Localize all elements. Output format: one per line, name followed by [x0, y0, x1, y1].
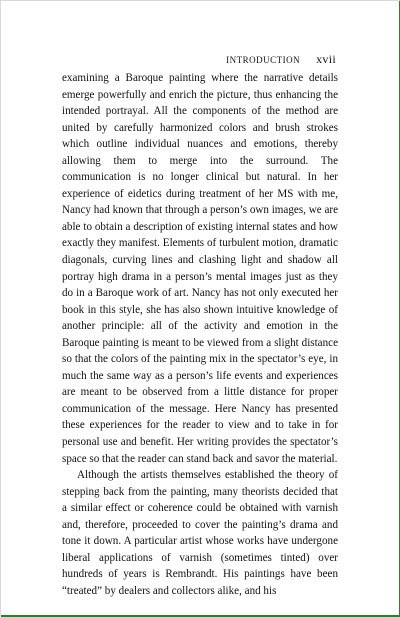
- running-head: [226, 52, 336, 67]
- page-number: xvii: [316, 52, 336, 66]
- body-text: [62, 70, 338, 600]
- paragraph-2: Although the artists themselves established the theory of stepping back from the painting, many theorists decided that a similar effect or coherence could be obtained with varnish and, therefore, proceeded to cover the painting’s drama and tone it down. A particular artist whose works have undergone liberal applications of varnish (sometimes tinted) over hundreds of years is Rembrandt. His paintings have been “treated” by dealers and collectors alike, and his: [62, 469, 338, 597]
- running-head-section: INTRODUCTION: [226, 55, 301, 65]
- paragraph-1: examining a Baroque painting where the narrative details emerge powerfully and enrich the picture, thus enhancing the intended portrayal. All the components of the method are united by carefully harmonized colors and brush strokes which outline individual nuances and emotions, thereby allowing them to merge into the surround. The communication is no longer clinical but natural. In her experience of eidetics during treatment of her MS with me, Nancy had known that through a person’s own images, we are able to obtain a description of existing internal states and how exactly they manifest. Elements of turbulent motion, dramatic diagonals, curving lines and clashing light and shadow all portray high drama in a person’s mental images just as they do in a Baroque work of art. Nancy has not only executed her book in this style, she has also shown intuitive knowledge of another principle: all of the activity and emotion in the Baroque painting is meant to be viewed from a slight distance so that the colors of the painting mix in the spectator’s eye, in much the same way as a person’s life events and experiences are meant to be observed from a little distance for proper communication of the message. Here Nancy has presented these experiences for the reader to view and to take in for personal use and benefit. Her writing provides the spectator’s space so that the reader can stand back and savor the material.: [62, 72, 338, 465]
